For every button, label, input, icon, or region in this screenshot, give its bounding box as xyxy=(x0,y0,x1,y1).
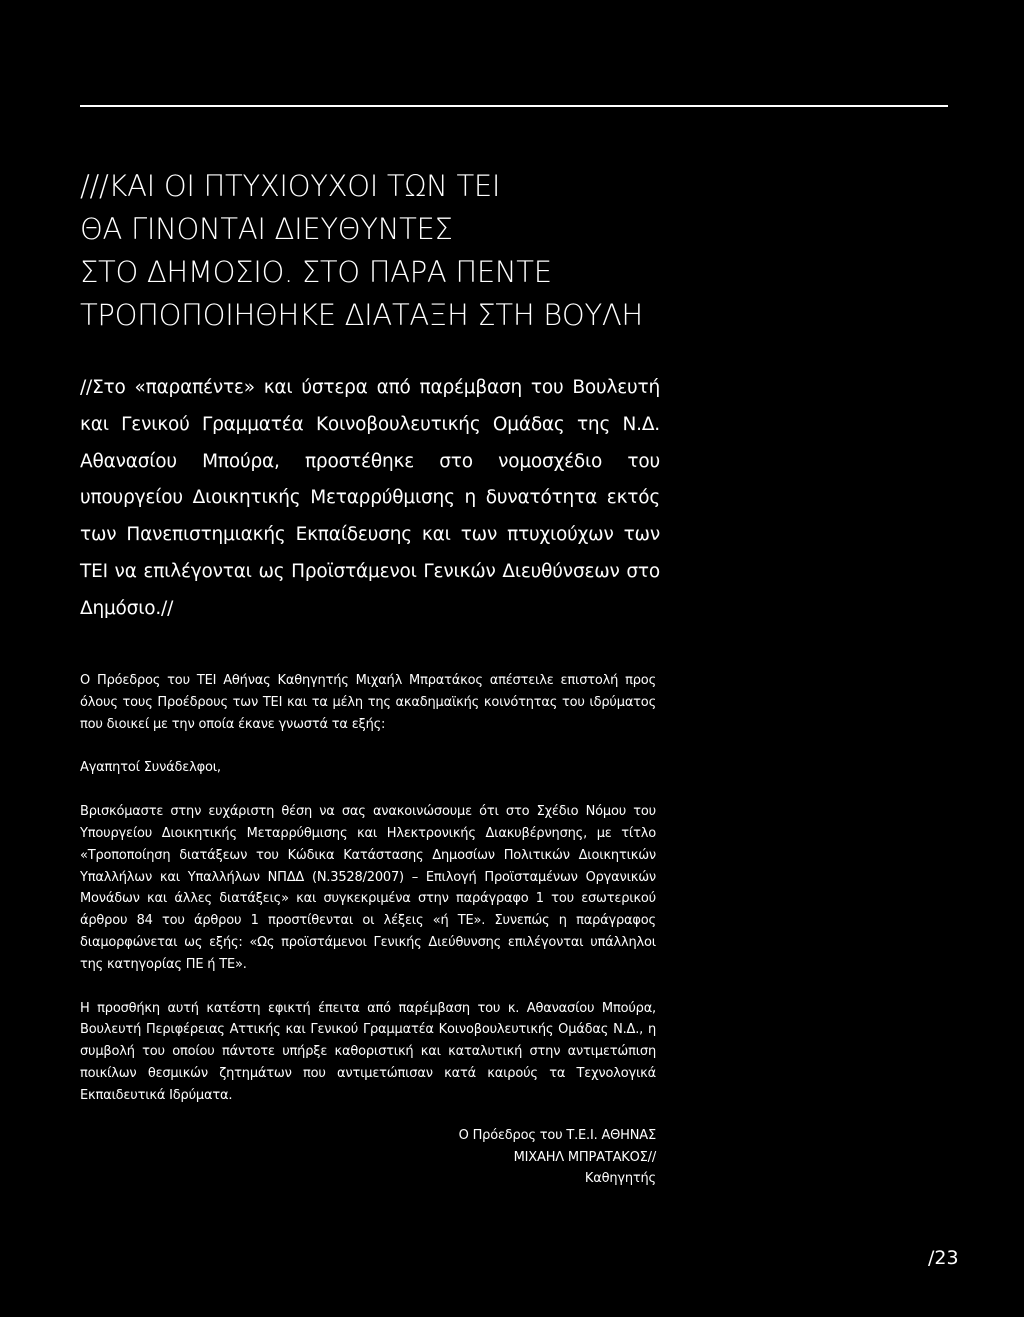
headline-line: ΤΡΟΠΟΠΟΙΗΘΗΚΕ ΔΙΑΤΑΞΗ ΣΤΗ ΒΟΥΛΗ xyxy=(80,298,643,332)
headline-line: ΘΑ ΓΙΝΟΝΤΑΙ ΔΙΕΥΘΥΝΤΕΣ xyxy=(80,212,453,246)
signature-title: Ο Πρόεδρος του Τ.Ε.Ι. ΑΘΗΝΑΣ xyxy=(458,1128,656,1143)
greeting-paragraph: Αγαπητοί Συνάδελφοι, xyxy=(80,760,221,776)
signature-role: Καθηγητής xyxy=(584,1171,656,1186)
article-headline xyxy=(80,165,680,337)
headline-line: ///ΚΑΙ ΟΙ ΠΤΥΧΙΟΥΧΟΙ ΤΩΝ ΤΕΙ xyxy=(80,169,501,203)
page-number: /23 xyxy=(928,1247,959,1269)
intro-paragraph: Ο Πρόεδρος του ΤΕΙ Αθήνας Καθηγητής Μιχαήλ Μπρατάκος απέστειλε επιστολή προς όλους τους Προέδρους των ΤΕΙ και τα μέλη της ακαδημαϊκής κοινότητας του ιδρύματος που διοικεί με την οποία έκανε γνωστά τα εξής: xyxy=(80,673,656,732)
article-body xyxy=(80,670,656,1107)
closing-paragraph: Η προσθήκη αυτή κατέστη εφικτή έπειτα από παρέμβαση του κ. Αθανασίου Μπούρα, Βουλευτή Περιφέρειας Αττικής και Γενικού Γραμματέα Κοινοβουλευτικής Ομάδας Ν.Δ., η συμβολή του οποίου πάντοτε υπήρξε καθοριστική και καταλυτική στην αντιμετώπιση ποικίλων θεσμικών ζητημάτων που αντιμετώπισαν κατά καιρούς τα Τεχνολογικά Εκπαιδευτικά Ιδρύματα. xyxy=(80,1000,656,1103)
signature-name: ΜΙΧΑΗΛ ΜΠΡΑΤΑΚΟΣ// xyxy=(513,1149,656,1165)
signature-block xyxy=(459,1125,656,1190)
main-paragraph: Βρισκόμαστε στην ευχάριστη θέση να σας ανακοινώσουμε ότι στο Σχέδιο Νόμου του Υπουργείου Διοικητικής Μεταρρύθμισης και Ηλεκτρονικής Διακυβέρνησης, με τίτλο «Τροποποίηση διατάξεων του Κώδικα Κατάστασης Δημοσίων Πολιτικών Διοικητικών Υπαλλήλων και Υπαλλήλων ΝΠΔΔ (Ν.3528/2007) – Επιλογή Προϊσταμένων Οργανικών Μονάδων και άλλες διατάξεις» και συγκεκριμένα στην παράγραφο 1 του εσωτερικού άρθρου 84 του άρθρου 1 προστίθενται οι λέξεις «ή ΤΕ». Συνεπώς η παράγραφος διαμορφώνεται ως εξής: «Ως προϊστάμενοι Γενικής Διεύθυνσης επιλέγονται υπάλληλοι της κατηγορίας ΠΕ ή ΤΕ». xyxy=(80,804,656,972)
lead-paragraph: //Στο «παραπέντε» και ύστερα από παρέμβαση του Βουλευτή και Γενικού Γραμματέα Κοινοβουλευτικής Ομάδας της Ν.Δ. Αθανασίου Μπούρα, προστέθηκε στο νομοσχέδιο του υπουργείου Διοικητικής Μεταρρύθμισης η δυνατότητα εκτός των Πανεπιστημιακής Εκπαίδευσης και των πτυχιούχων των ΤΕΙ να επιλέγονται ως Προϊστάμενοι Γενικών Διευθύνσεων στο Δημόσιο.// xyxy=(80,377,660,619)
headline-line: ΣΤΟ ΔΗΜΟΣΙΟ. ΣΤΟ ΠΑΡΑ ΠΕΝΤΕ xyxy=(80,255,552,289)
top-divider xyxy=(80,105,948,107)
